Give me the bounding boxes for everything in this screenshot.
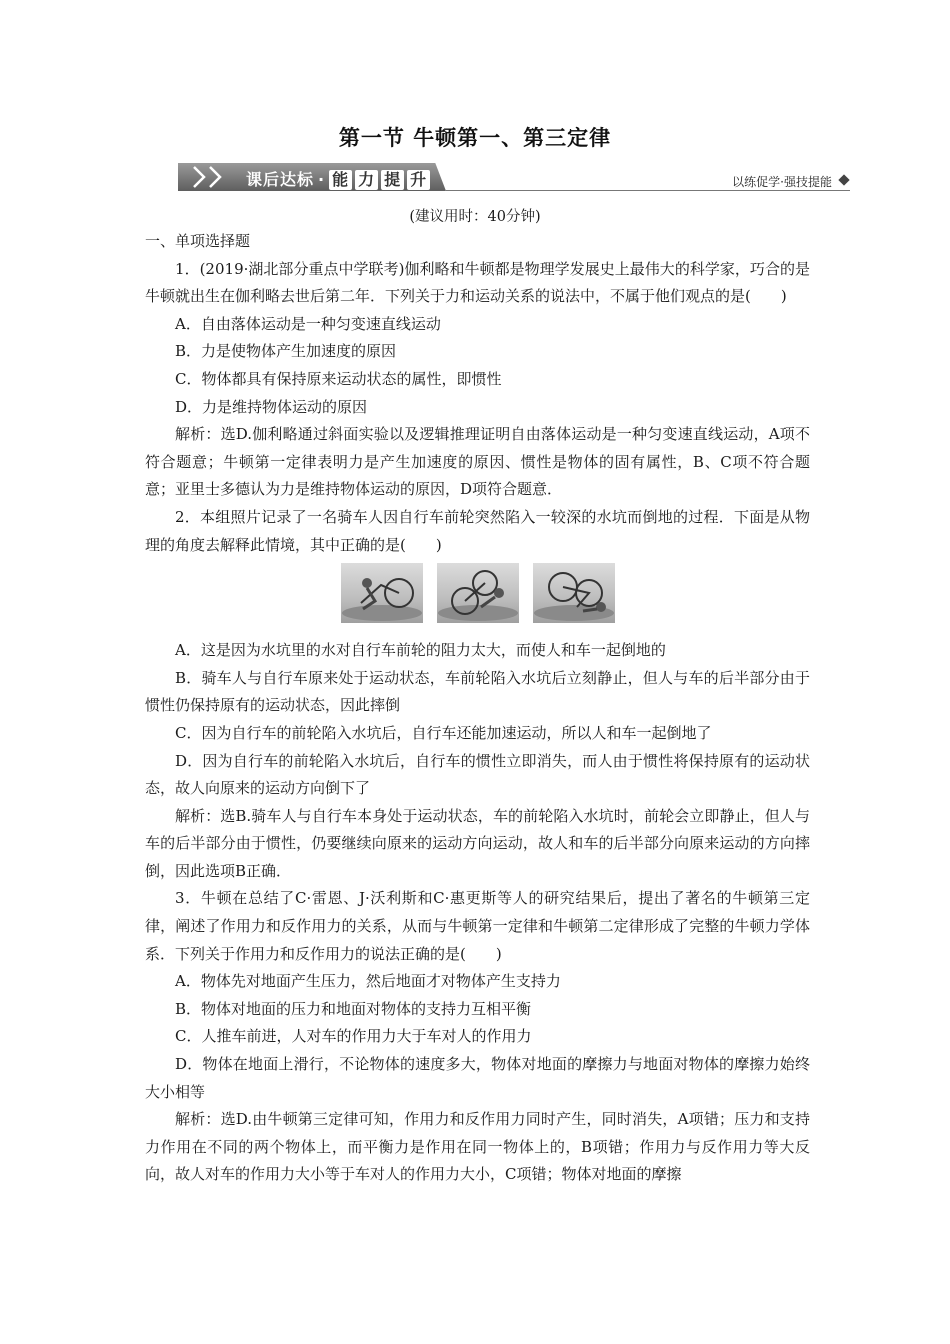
question-1-option-b: B．力是使物体产生加速度的原因 [175,342,397,361]
question-2-option-b: B．骑车人与自行车原来处于运动状态，车前轮陷入水坑后立刻静止，但人与车的后半部分由于惯性仍保持原有的运动状态，因此摔倒 [145,668,810,715]
bicycle-photo-2 [437,563,519,623]
question-3-option-d: D．物体在地面上滑行，不论物体的速度多大，物体对地面的摩擦力与地面对物体的摩擦力始终大小相等 [145,1055,810,1101]
question-1-option-d: D．力是维持物体运动的原因 [175,397,368,416]
question-2-option-d: D．因为自行车的前轮陷入水坑后，自行车的惯性立即消失，而人由于惯性将保持原有的运动状态，故人向原来的运动方向倒下了 [145,751,810,798]
bicycle-photo-1 [341,563,423,623]
section-heading: 一、单项选择题 [145,232,251,250]
question-2-analysis: 解析：选B.骑车人与自行车本身处于运动状态，车的前轮陷入水坑时，前轮会立即静止，但人与车的后半部分由于惯性，仍要继续向原来的运动方向运动，故人和车的后半部分向原来运动的方向摔倒，因此选项B正确． [145,806,810,880]
suggested-time: (建议用时：40分钟) [409,209,541,225]
banner-dot: · [318,170,326,189]
question-3-analysis: 解析：选D.由牛顿第三定律可知，作用力和反作用力同时产生，同时消失，A项错；压力和支持力作用在不同的两个物体上，而平衡力是作用在同一物体上的，B项错；作用力与反作用力等大反向，故人对车的作用力大小等于车对人的作用力大小，C项错；物体对地面的摩擦 [145,1110,810,1184]
banner-emphasis [329,170,433,190]
exercise-body [145,228,810,1189]
banner-label [246,167,433,190]
photo-sequence [145,563,810,629]
page-title: 第一节 牛顿第一、第三定律 [338,126,612,150]
banner-label-main: 课后达标 [246,170,315,189]
question-1-option-c: C．物体都具有保持原来运动状态的属性，即惯性 [175,369,502,388]
question-2-stem: 2．本组照片记录了一名骑车人因自行车前轮突然陷入一较深的水坑而倒地的过程．下面是从物理的角度去解释此情境，其中正确的是( ) [145,507,810,554]
chevron-right-icon [192,165,208,189]
question-1-stem: 1．(2019·湖北部分重点中学联考)伽利略和牛顿都是物理学发展史上最伟大的科学家，巧合的是牛顿就出生在伽利略去世后第二年．下列关于力和运动关系的说法中，不属于他们观点的是( ) [145,259,810,306]
question-3-option-b: B．物体对地面的压力和地面对物体的支持力互相平衡 [175,999,532,1018]
section-banner [178,163,850,193]
banner-emphasis-char: 能 [329,170,352,190]
banner-emphasis-char: 力 [355,170,378,190]
question-3-stem: 3．牛顿在总结了C·雷恩、J·沃利斯和C·惠更斯等人的研究结果后，提出了著名的牛顿第三定律，阐述了作用力和反作用力的关系，从而与牛顿第一定律和牛顿第二定律形成了完整的牛顿力学体系．下列关于作用力和反作用力的说法正确的是( ) [145,889,810,963]
banner-slogan: 以练促学·强技提能 [732,175,832,189]
bicycle-photo-3 [533,563,615,623]
question-1-analysis: 解析：选D.伽利略通过斜面实验以及逻辑推理证明自由落体运动是一种匀变速直线运动，A项不符合题意；牛顿第一定律表明力是产生加速度的原因、惯性是物体的固有属性，B、C项不符合题意；亚里士多德认为力是维持物体运动的原因，D项符合题意． [145,425,810,499]
question-2-option-c: C．因为自行车的前轮陷入水坑后，自行车还能加速运动，所以人和车一起倒地了 [175,723,712,742]
chevron-right-icon [208,165,224,189]
question-3-option-c: C．人推车前进，人对车的作用力大于车对人的作用力 [175,1027,532,1046]
diamond-icon [838,174,849,185]
question-2-option-a: A．这是因为水坑里的水对自行车前轮的阻力太大，而使人和车一起倒地的 [175,641,666,660]
banner-emphasis-char: 提 [381,170,404,190]
banner-rule [446,190,850,191]
question-3-option-a: A．物体先对地面产生压力，然后地面才对物体产生支持力 [175,972,561,991]
question-1-option-a: A．自由落体运动是一种匀变速直线运动 [175,314,441,333]
banner-emphasis-char: 升 [407,170,430,190]
